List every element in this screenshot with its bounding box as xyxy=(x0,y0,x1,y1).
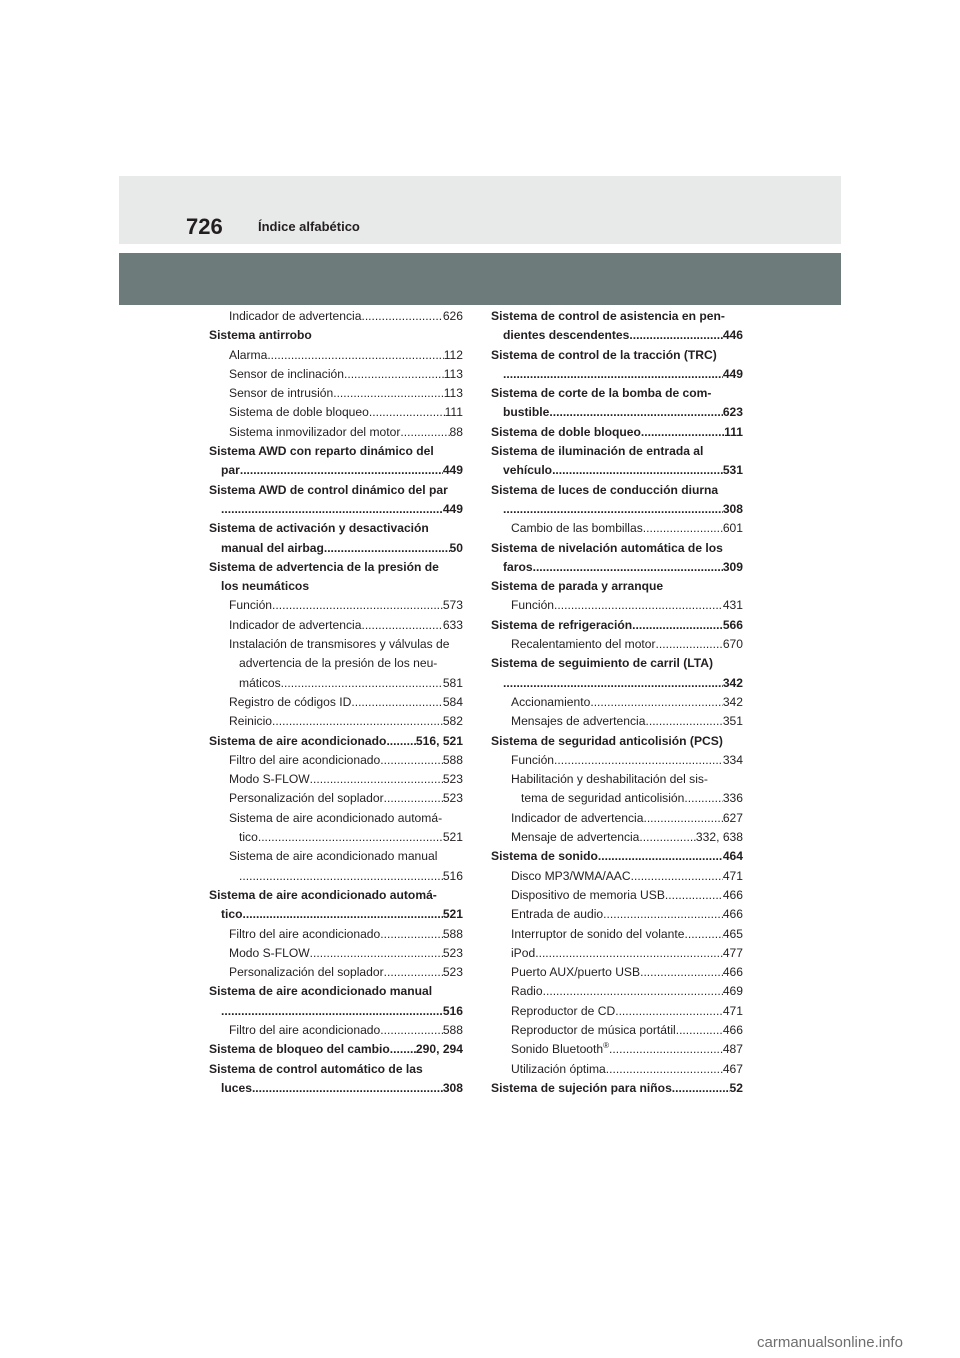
page-ref: 88 xyxy=(449,424,463,439)
leader-dots xyxy=(603,905,723,924)
index-heading: Sistema de advertencia de la presión de xyxy=(209,559,439,574)
page-ref: 342 xyxy=(722,675,743,690)
index-entry xyxy=(209,346,463,365)
entry-text: Sistema de bloqueo del cambio xyxy=(209,1042,390,1057)
leader-dots xyxy=(221,1002,443,1021)
index-subentry-cont: advertencia de la presión de los neu- xyxy=(239,656,438,671)
leader-dots xyxy=(333,384,444,403)
index-heading: Sistema de seguimiento de carril (LTA) xyxy=(491,656,713,671)
index-entry xyxy=(491,500,743,519)
leader-dots xyxy=(590,693,722,712)
entry-text: Cambio de las bombillas xyxy=(511,521,643,536)
leader-dots xyxy=(629,326,722,345)
entry-text: Función xyxy=(511,752,555,767)
page-ref: 523 xyxy=(442,791,463,806)
section-title: Índice alfabético xyxy=(258,219,360,234)
index-subentry: Habilitación y deshabilitación del sis- xyxy=(511,772,708,787)
leader-dots xyxy=(380,1021,443,1040)
page-ref: 523 xyxy=(442,772,463,787)
index-entry xyxy=(491,751,743,770)
leader-dots xyxy=(267,346,443,365)
page-ref: 113 xyxy=(443,386,463,401)
index-entry xyxy=(491,828,743,847)
index-entry xyxy=(209,1079,463,1098)
index-entry xyxy=(491,905,743,924)
leader-dots xyxy=(361,307,442,326)
index-entry xyxy=(209,1040,463,1059)
leader-dots xyxy=(615,1002,723,1021)
index-entry xyxy=(209,963,463,982)
page-ref: 469 xyxy=(722,984,743,999)
page-ref: 566 xyxy=(722,617,743,632)
entry-text: Puerto AUX/puerto USB xyxy=(511,965,641,980)
page-ref: 588 xyxy=(442,1022,463,1037)
entry-text: bustible xyxy=(503,405,550,420)
leader-dots xyxy=(386,732,415,751)
leader-dots xyxy=(239,867,443,886)
entry-text: Reproductor de CD xyxy=(511,1003,616,1018)
index-entry xyxy=(491,693,743,712)
index-heading: Sistema AWD con reparto dinámico del xyxy=(209,444,434,459)
index-entry xyxy=(209,925,463,944)
leader-dots xyxy=(281,674,443,693)
page-ref: 336 xyxy=(722,791,743,806)
entry-text: Accionamiento xyxy=(511,694,591,709)
entry-text: Filtro del aire acondicionado xyxy=(229,926,381,941)
leader-dots xyxy=(400,423,449,442)
index-entry xyxy=(209,944,463,963)
entry-text: manual del airbag xyxy=(221,540,324,555)
entry-text: Función xyxy=(229,598,273,613)
index-entry xyxy=(491,963,743,982)
entry-text: Reinicio xyxy=(229,714,273,729)
index-heading: Sistema de seguridad anticolisión (PCS) xyxy=(491,733,723,748)
index-heading: Sistema de aire acondicionado manual xyxy=(209,984,433,999)
page-ref: 633 xyxy=(442,617,463,632)
page-ref: 516 xyxy=(442,1003,463,1018)
entry-text: Personalización del soplador xyxy=(229,791,384,806)
entry-text: Dispositivo de memoria USB xyxy=(511,887,665,902)
page-ref: 588 xyxy=(442,752,463,767)
page-ref: 471 xyxy=(722,1003,743,1018)
index-heading: Sistema de nivelación automática de los xyxy=(491,540,723,555)
index-heading: Sistema de control de asistencia en pen- xyxy=(491,309,725,323)
page-ref: 584 xyxy=(442,694,463,709)
page-ref: 449 xyxy=(442,501,463,516)
leader-dots xyxy=(640,963,723,982)
index-heading: Sistema de parada y arranque xyxy=(491,579,664,594)
index-entry xyxy=(491,403,743,422)
page-ref: 449 xyxy=(722,366,743,381)
entry-text: Indicador de advertencia xyxy=(229,309,362,323)
leader-dots xyxy=(643,809,722,828)
entry-text: Filtro del aire acondicionado xyxy=(229,752,381,767)
leader-dots xyxy=(645,712,722,731)
entry-text: luces xyxy=(221,1080,252,1095)
entry-text: Disco MP3/WMA/AAC xyxy=(511,868,631,883)
index-entry xyxy=(491,616,743,635)
page-ref: 466 xyxy=(722,965,743,980)
leader-dots xyxy=(672,1079,730,1098)
index-entry xyxy=(491,982,743,1001)
leader-dots xyxy=(258,828,443,847)
leader-dots xyxy=(380,925,443,944)
header-bar xyxy=(119,253,841,305)
index-entry xyxy=(209,674,463,693)
leader-dots xyxy=(543,982,723,1001)
page-ref: 332, 638 xyxy=(695,830,743,845)
index-entry xyxy=(209,693,463,712)
page-ref: 466 xyxy=(722,887,743,902)
index-subentry: Sistema de aire acondicionado manual xyxy=(229,849,438,864)
entry-text: Sistema de refrigeración xyxy=(491,617,633,632)
index-entry xyxy=(209,500,463,519)
index-heading: Sistema de control de la tracción (TRC) xyxy=(491,347,717,362)
leader-dots xyxy=(324,539,450,558)
leader-dots xyxy=(272,712,443,731)
index-entry xyxy=(491,1060,743,1079)
page-ref: 308 xyxy=(722,501,743,516)
entry-text: Indicador de advertencia xyxy=(229,617,362,632)
entry-text: Sistema de aire acondicionado xyxy=(209,733,387,748)
index-entry xyxy=(209,905,463,924)
page-ref: 446 xyxy=(722,328,743,343)
index-entry xyxy=(491,1040,743,1059)
index-entry xyxy=(491,809,743,828)
index-entry xyxy=(209,423,463,442)
index-subentry: Sistema de aire acondicionado automá- xyxy=(229,810,443,825)
page-ref: 342 xyxy=(722,694,743,709)
entry-text: Sistema de doble bloqueo xyxy=(229,405,369,420)
index-entry xyxy=(209,461,463,480)
index-entry xyxy=(491,519,743,538)
leader-dots xyxy=(533,558,723,577)
page-ref: 308 xyxy=(442,1080,463,1095)
entry-text: Registro de códigos ID xyxy=(229,694,352,709)
index-entry xyxy=(209,616,463,635)
page-ref: 477 xyxy=(722,945,743,960)
leader-dots xyxy=(684,789,722,808)
entry-text: Sistema de sujeción para niños xyxy=(491,1080,672,1095)
leader-dots xyxy=(643,519,723,538)
leader-dots xyxy=(503,365,723,384)
entry-text: tico xyxy=(239,830,258,845)
leader-dots xyxy=(221,500,443,519)
leader-dots xyxy=(641,423,724,442)
page-ref: 334 xyxy=(722,752,743,767)
page-number: 726 xyxy=(186,214,223,239)
leader-dots xyxy=(606,1060,723,1079)
index-column-left xyxy=(209,307,463,1098)
index-heading: Sistema antirrobo xyxy=(209,328,312,343)
index-entry xyxy=(491,365,743,384)
page-ref: 670 xyxy=(722,637,743,652)
index-entry xyxy=(209,789,463,808)
page-ref: 601 xyxy=(722,521,743,536)
index-entry xyxy=(491,326,743,345)
page-ref: 290, 294 xyxy=(415,1042,463,1057)
leader-dots xyxy=(552,461,723,480)
entry-text: Interruptor de sonido del volante xyxy=(511,926,685,941)
entry-text: Sistema inmovilizador del motor xyxy=(229,424,401,439)
index-entry xyxy=(491,596,743,615)
page-ref: 588 xyxy=(442,926,463,941)
leader-dots xyxy=(639,828,696,847)
leader-dots xyxy=(631,867,723,886)
entry-text: faros xyxy=(503,559,533,574)
entry-text: Personalización del soplador xyxy=(229,965,384,980)
page-ref: 516, 521 xyxy=(415,733,463,748)
page-ref: 531 xyxy=(722,463,743,478)
page-ref: 626 xyxy=(442,309,463,323)
index-entry xyxy=(209,403,463,422)
index-heading: Sistema de control automático de las xyxy=(209,1061,423,1076)
page-ref: 582 xyxy=(442,714,463,729)
page-ref: 113 xyxy=(443,366,463,381)
index-entry xyxy=(491,674,743,693)
index-entry xyxy=(491,423,743,442)
leader-dots xyxy=(243,905,443,924)
entry-text: Sistema de sonido xyxy=(491,849,598,864)
leader-dots xyxy=(503,500,723,519)
page-ref: 466 xyxy=(722,1022,743,1037)
page-ref: 465 xyxy=(722,926,743,941)
registered-mark: ® xyxy=(603,1041,610,1051)
index-entry xyxy=(209,770,463,789)
entry-text: Sensor de inclinación xyxy=(229,366,344,381)
index-heading-cont: los neumáticos xyxy=(221,579,310,594)
entry-text: dientes descendentes xyxy=(503,328,630,343)
entry-text: tico xyxy=(221,907,243,922)
page-ref: 111 xyxy=(444,405,463,420)
index-entry xyxy=(491,1021,743,1040)
entry-text: Modo S-FLOW xyxy=(229,772,310,787)
entry-text: tema de seguridad anticolisión xyxy=(521,791,685,806)
entry-text: Radio xyxy=(511,984,543,999)
page-ref: 449 xyxy=(442,463,463,478)
page-ref: 52 xyxy=(729,1080,743,1095)
index-entry xyxy=(491,847,743,866)
index-heading: Sistema de iluminación de entrada al xyxy=(491,444,704,459)
entry-text: Función xyxy=(511,598,555,613)
leader-dots xyxy=(554,596,723,615)
page-ref: 487 xyxy=(722,1042,743,1057)
index-entry xyxy=(491,789,743,808)
index-entry xyxy=(491,558,743,577)
leader-dots xyxy=(554,751,723,770)
index-entry xyxy=(491,886,743,905)
index-heading: Sistema de activación y desactivación xyxy=(209,521,429,536)
index-entry xyxy=(209,828,463,847)
page-ref: 309 xyxy=(722,559,743,574)
leader-dots xyxy=(351,693,442,712)
page-ref: 516 xyxy=(442,868,463,883)
index-entry xyxy=(491,1079,743,1098)
entry-text: par xyxy=(221,463,240,478)
page-ref: 627 xyxy=(722,810,743,825)
entry-text: máticos xyxy=(239,675,281,690)
leader-dots xyxy=(344,365,444,384)
leader-dots xyxy=(609,1040,723,1059)
page-ref: 112 xyxy=(443,347,463,362)
leader-dots xyxy=(380,751,443,770)
page-ref: 471 xyxy=(722,868,743,883)
entry-text: Indicador de advertencia xyxy=(511,810,644,825)
leader-dots xyxy=(390,1040,416,1059)
index-heading: Sistema de corte de la bomba de com- xyxy=(491,386,712,401)
index-entry xyxy=(209,751,463,770)
entry-text: Filtro del aire acondicionado xyxy=(229,1022,381,1037)
page-ref: 111 xyxy=(724,424,743,439)
leader-dots xyxy=(549,403,722,422)
index-entry xyxy=(491,712,743,731)
index-entry xyxy=(209,365,463,384)
leader-dots xyxy=(310,770,443,789)
leader-dots xyxy=(369,403,445,422)
entry-text: Modo S-FLOW xyxy=(229,945,310,960)
leader-dots xyxy=(384,789,443,808)
index-entry xyxy=(209,867,463,886)
entry-text: Sistema de doble bloqueo xyxy=(491,424,641,439)
page-ref: 573 xyxy=(442,598,463,613)
index-entry xyxy=(209,712,463,731)
watermark: carmanualsonline.info xyxy=(757,1334,903,1351)
leader-dots xyxy=(252,1079,443,1098)
page-ref: 431 xyxy=(722,598,743,613)
index-entry xyxy=(491,867,743,886)
leader-dots xyxy=(310,944,443,963)
page-ref: 521 xyxy=(442,830,463,845)
leader-dots xyxy=(240,461,443,480)
index-entry xyxy=(491,944,743,963)
page-ref: 351 xyxy=(722,714,743,729)
entry-text: Sonido Bluetooth® xyxy=(511,1041,610,1057)
page-ref: 523 xyxy=(442,945,463,960)
index-entry xyxy=(209,539,463,558)
leader-dots xyxy=(656,635,723,654)
entry-text: Sensor de intrusión xyxy=(229,386,334,401)
index-entry xyxy=(209,732,463,751)
page-ref: 523 xyxy=(442,965,463,980)
leader-dots xyxy=(676,1021,723,1040)
entry-text: Entrada de audio xyxy=(511,907,604,922)
index-entry xyxy=(491,1002,743,1021)
entry-text: Mensajes de advertencia xyxy=(511,714,646,729)
leader-dots xyxy=(503,674,723,693)
index-heading: Sistema de aire acondicionado automá- xyxy=(209,887,437,902)
page-ref: 623 xyxy=(722,405,743,420)
entry-text: vehículo xyxy=(503,463,553,478)
leader-dots xyxy=(272,596,443,615)
leader-dots xyxy=(535,944,723,963)
entry-text: Reproductor de música portátil xyxy=(511,1022,676,1037)
leader-dots xyxy=(665,886,723,905)
index-entry xyxy=(491,461,743,480)
index-entry xyxy=(209,307,463,326)
index-heading: Sistema de luces de conducción diurna xyxy=(491,482,719,497)
entry-text: Utilización óptima xyxy=(511,1061,606,1076)
leader-dots xyxy=(632,616,723,635)
leader-dots xyxy=(684,925,722,944)
index-entry xyxy=(491,925,743,944)
page-ref: 467 xyxy=(722,1061,743,1076)
index-heading: Sistema AWD de control dinámico del par xyxy=(209,482,448,497)
page-ref: 521 xyxy=(442,907,463,922)
index-entry xyxy=(209,596,463,615)
leader-dots xyxy=(361,616,442,635)
leader-dots xyxy=(384,963,443,982)
header-band xyxy=(119,176,841,244)
index-entry xyxy=(491,635,743,654)
index-entry xyxy=(209,1002,463,1021)
page-ref: 50 xyxy=(449,540,463,555)
index-entry xyxy=(209,1021,463,1040)
page-ref: 581 xyxy=(442,675,463,690)
entry-text: Alarma xyxy=(229,347,268,362)
leader-dots xyxy=(598,847,723,866)
page-ref: 466 xyxy=(722,907,743,922)
index-subentry: Instalación de transmisores y válvulas de xyxy=(229,637,450,652)
entry-text: Recalentamiento del motor xyxy=(511,637,656,652)
entry-text: Mensaje de advertencia xyxy=(511,830,640,845)
index-entry xyxy=(209,384,463,403)
entry-text: iPod xyxy=(511,945,536,960)
page-ref: 464 xyxy=(722,849,743,864)
index-column-right xyxy=(491,307,743,1098)
